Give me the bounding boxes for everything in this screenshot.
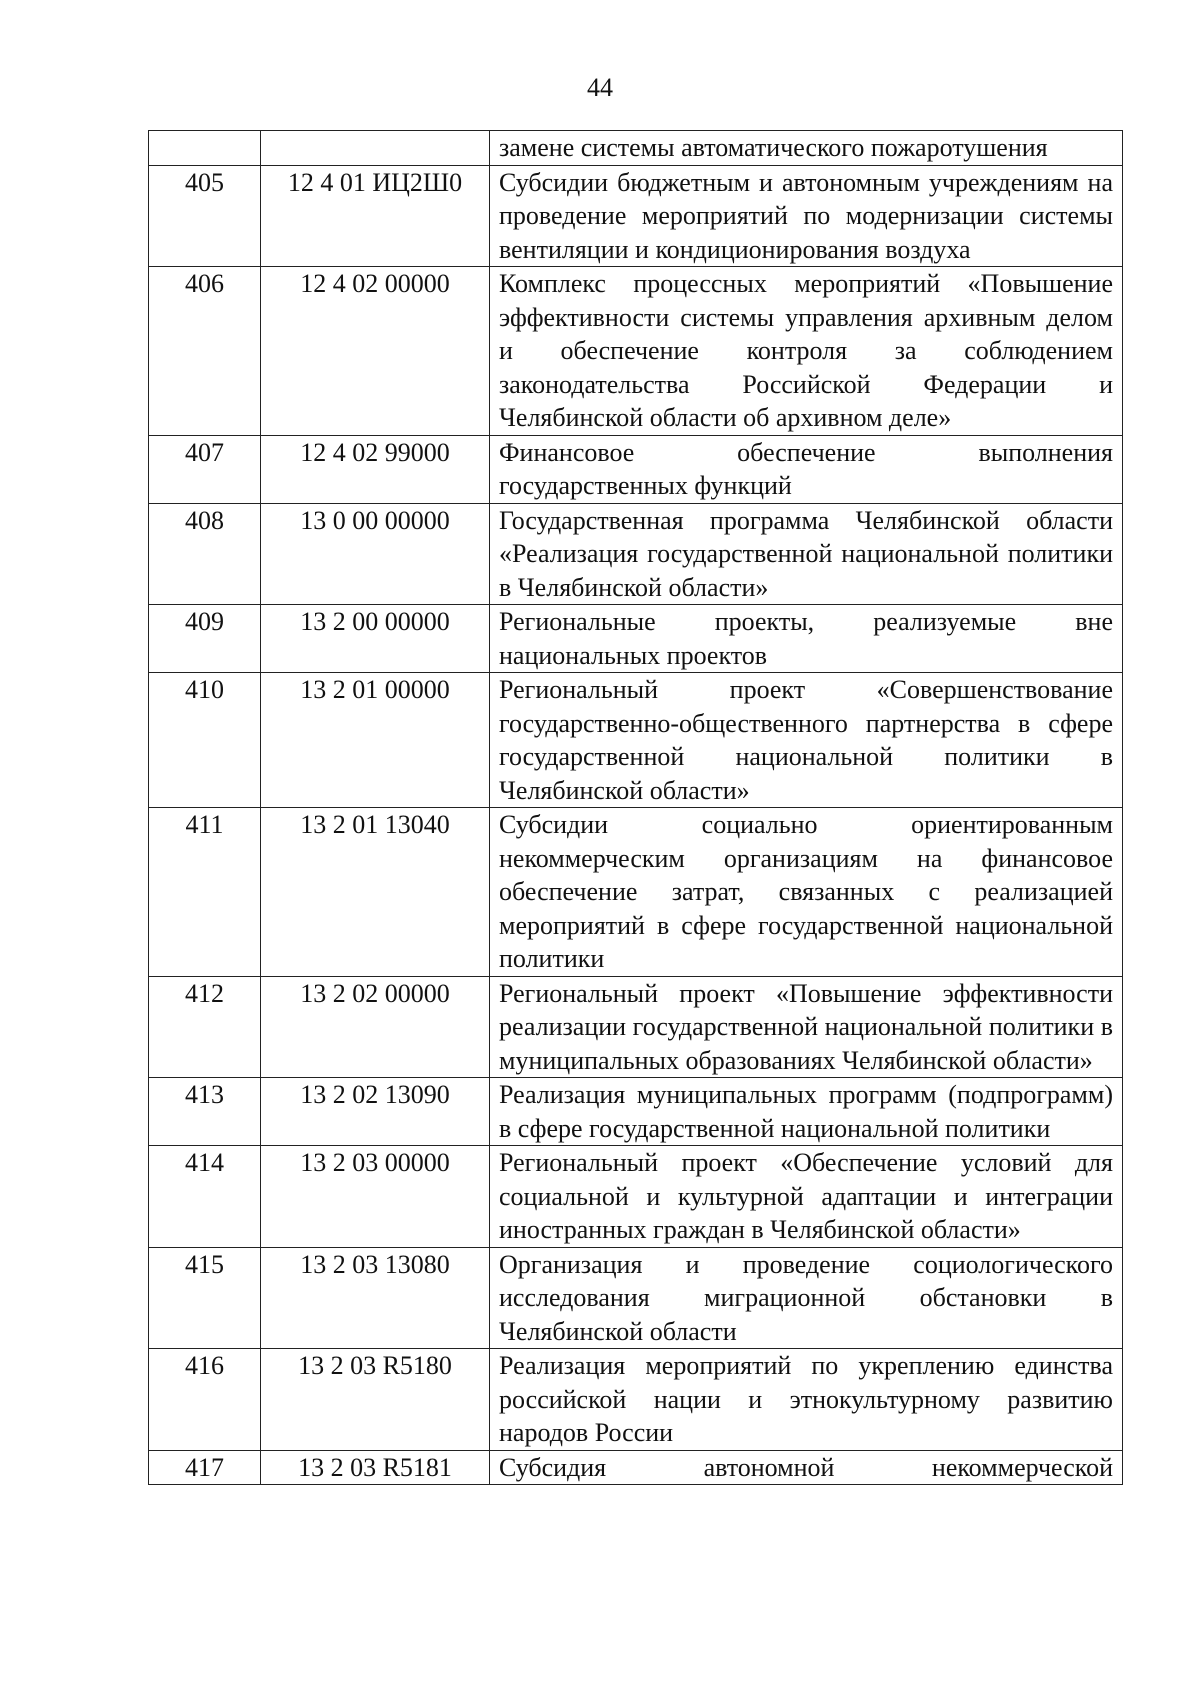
row-description: Субсидия автономной некоммерческой <box>490 1450 1123 1485</box>
table-row <box>149 503 1123 605</box>
row-description: Организация и проведение социологического исследования миграционной обстановки в Челябинской области <box>490 1247 1123 1349</box>
row-number: 406 <box>149 267 261 436</box>
budget-classification-table <box>148 130 1123 1485</box>
page-number: 44 <box>587 73 613 102</box>
row-description: Государственная программа Челябинской области «Реализация государственной национальной политики в Челябинской области» <box>490 503 1123 605</box>
row-description: Региональный проект «Повышение эффективности реализации государственной национальной политики в муниципальных образованиях Челябинской области» <box>490 976 1123 1078</box>
row-code: 13 0 00 00000 <box>261 503 490 605</box>
row-number: 415 <box>149 1247 261 1349</box>
row-number <box>149 131 261 166</box>
row-code: 12 4 01 ИЦ2Ш0 <box>261 165 490 267</box>
row-number: 416 <box>149 1349 261 1451</box>
table-row <box>149 605 1123 673</box>
row-code: 13 2 03 R5180 <box>261 1349 490 1451</box>
table-row <box>149 808 1123 977</box>
row-number: 413 <box>149 1078 261 1146</box>
row-description: Реализация муниципальных программ (подпрограмм) в сфере государственной национальной политики <box>490 1078 1123 1146</box>
table-row <box>149 165 1123 267</box>
table-row <box>149 1349 1123 1451</box>
row-description: Субсидии бюджетным и автономным учреждениям на проведение мероприятий по модернизации системы вентиляции и кондиционирования воздуха <box>490 165 1123 267</box>
row-code: 13 2 00 00000 <box>261 605 490 673</box>
row-code: 13 2 01 13040 <box>261 808 490 977</box>
row-number: 410 <box>149 673 261 808</box>
row-description: Субсидии социально ориентированным некоммерческим организациям на финансовое обеспечение затрат, связанных с реализацией мероприятий в сфере государственной национальной политики <box>490 808 1123 977</box>
row-number: 411 <box>149 808 261 977</box>
row-number: 408 <box>149 503 261 605</box>
table-row <box>149 1146 1123 1248</box>
row-description: Региональный проект «Обеспечение условий для социальной и культурной адаптации и интеграции иностранных граждан в Челябинской области» <box>490 1146 1123 1248</box>
table-row <box>149 131 1123 166</box>
table-row <box>149 976 1123 1078</box>
row-code <box>261 131 490 166</box>
row-code: 13 2 02 00000 <box>261 976 490 1078</box>
row-number: 414 <box>149 1146 261 1248</box>
row-code: 13 2 01 00000 <box>261 673 490 808</box>
row-code: 12 4 02 00000 <box>261 267 490 436</box>
table-row <box>149 673 1123 808</box>
table-row <box>149 1450 1123 1485</box>
table-row <box>149 267 1123 436</box>
row-description: Финансовое обеспечение выполнения государственных функций <box>490 435 1123 503</box>
row-number: 417 <box>149 1450 261 1485</box>
row-description: Региональный проект «Совершенствование государственно-общественного партнерства в сфере государственной национальной политики в Челябинской области» <box>490 673 1123 808</box>
row-code: 13 2 03 13080 <box>261 1247 490 1349</box>
row-description: замене системы автоматического пожаротушения <box>490 131 1123 166</box>
row-number: 412 <box>149 976 261 1078</box>
row-code: 13 2 03 R5181 <box>261 1450 490 1485</box>
table-row <box>149 1247 1123 1349</box>
row-description: Комплекс процессных мероприятий «Повышение эффективности системы управления архивным делом и обеспечение контроля за соблюдением законодательства Российской Федерации и Челябинской области об архивном деле» <box>490 267 1123 436</box>
row-number: 407 <box>149 435 261 503</box>
row-code: 12 4 02 99000 <box>261 435 490 503</box>
row-number: 405 <box>149 165 261 267</box>
row-description: Реализация мероприятий по укреплению единства российской нации и этнокультурному развитию народов России <box>490 1349 1123 1451</box>
row-number: 409 <box>149 605 261 673</box>
table-row <box>149 1078 1123 1146</box>
table-row <box>149 435 1123 503</box>
row-description: Региональные проекты, реализуемые вне национальных проектов <box>490 605 1123 673</box>
row-code: 13 2 02 13090 <box>261 1078 490 1146</box>
row-code: 13 2 03 00000 <box>261 1146 490 1248</box>
